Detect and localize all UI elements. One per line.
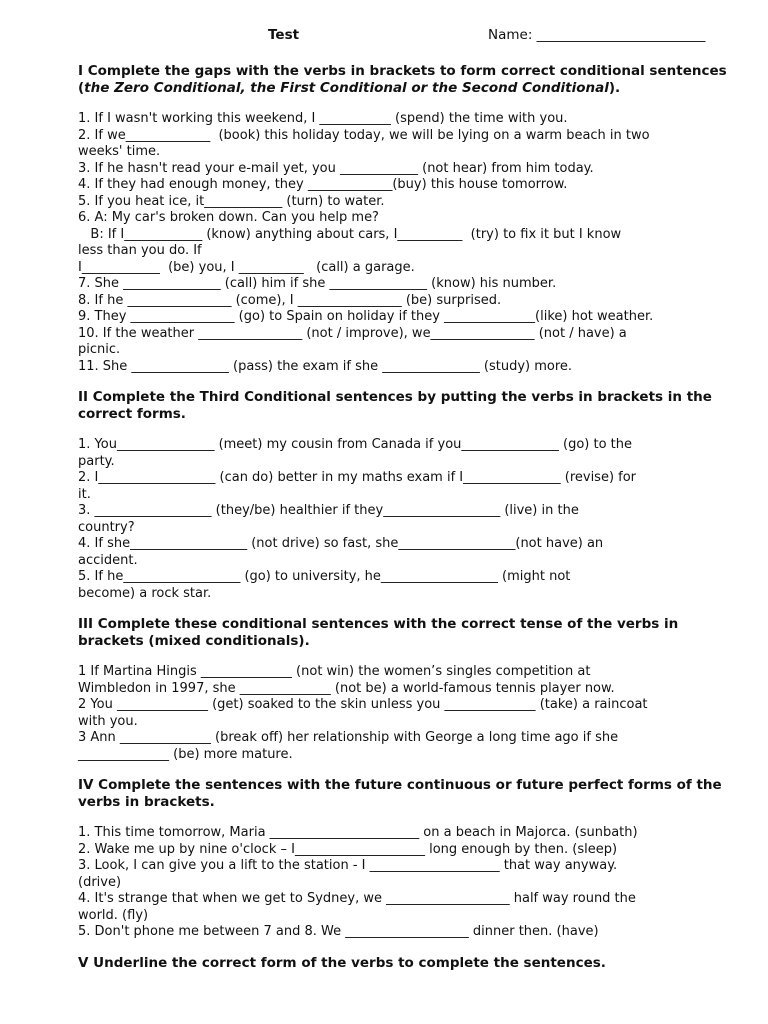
exercise-section [78, 63, 728, 375]
exercise-line: 5. Don't phone me between 7 and 8. We ___________________ dinner then. (have) [78, 924, 599, 939]
exercise-line: Wimbledon in 1997, she ______________ (not be) a world-famous tennis player now. [78, 680, 615, 696]
exercise-line: B: If I____________ (know) anything about cars, I__________ (try) to fix it but I know [78, 226, 622, 242]
exercise-line: 3. If he hasn't read your e-mail yet, you ____________ (not hear) from him today. [78, 160, 594, 176]
exercise-line: 3 Ann ______________ (break off) her relationship with George a long time ago if she [78, 730, 619, 745]
exercise-lines [78, 437, 728, 602]
section-title-end: ). [608, 79, 621, 96]
exercise-line: less than you do. If [78, 243, 202, 258]
exercise-line: (drive) [78, 874, 122, 890]
exercise-lines [78, 664, 728, 763]
exercise-line: 4. If they had enough money, they _____________(buy) this house tomorrow. [78, 177, 568, 192]
test-title: Test [268, 27, 300, 43]
exercise-section [78, 616, 728, 763]
exercise-line: country? [78, 519, 135, 535]
exercise-line: picnic. [78, 342, 121, 357]
exercise-section [78, 777, 728, 941]
exercise-line: accident. [78, 552, 138, 568]
exercise-line: it. [78, 486, 91, 502]
exercise-line: 3. Look, I can give you a lift to the station - I ____________________ that way anyway. [78, 858, 618, 873]
exercise-line: 4. If she__________________ (not drive) so fast, she__________________(not have) an [78, 536, 604, 551]
exercise-line: 2. If we_____________ (book) this holiday today, we will be lying on a warm beach in two [78, 127, 650, 143]
exercise-line: 8. If he ________________ (come), I ________________ (be) surprised. [78, 292, 502, 308]
exercise-line: 1. You_______________ (meet) my cousin from Canada if you_______________ (go) to the [78, 437, 633, 452]
section-title-text: II Complete the Third Conditional sentences by putting the verbs in brackets in the correct forms. [78, 389, 712, 422]
worksheet-header [78, 27, 728, 49]
section-title [78, 777, 728, 810]
section-title [78, 63, 728, 96]
exercise-line: 4. It's strange that when we get to Sydney, we ___________________ half way round the [78, 891, 636, 906]
exercise-line: 2. Wake me up by nine o'clock – I____________________ long enough by then. (sleep) [78, 841, 618, 857]
exercise-line: 5. If you heat ice, it____________ (turn) to water. [78, 193, 385, 209]
exercise-line: 5. If he__________________ (go) to university, he__________________ (might not [78, 569, 571, 584]
section-title-text: IV Complete the sentences with the future continuous or future perfect forms of the verbs in brackets. [78, 777, 722, 810]
exercise-line: with you. [78, 713, 138, 729]
exercise-line: 11. She _______________ (pass) the exam if she _______________ (study) more. [78, 358, 573, 374]
exercise-line: 2. I__________________ (can do) better in my maths exam if I_______________ (revise) for [78, 470, 637, 485]
exercise-line: I____________ (be) you, I __________ (call) a garage. [78, 259, 415, 275]
exercise-line: 1. This time tomorrow, Maria _______________________ on a beach in Majorca. (sunbath) [78, 825, 638, 840]
exercise-line: 7. She _______________ (call) him if she _______________ (know) his number. [78, 276, 557, 291]
exercise-line: 10. If the weather ________________ (not / improve), we________________ (not / have) a [78, 325, 627, 341]
exercise-line: become) a rock star. [78, 585, 212, 601]
section-title-text: III Complete these conditional sentences with the correct tense of the verbs in brackets (mixed conditionals). [78, 616, 679, 649]
exercise-line: party. [78, 453, 115, 469]
sections-container [78, 63, 728, 971]
name-field: Name: _________________________ [488, 27, 706, 43]
exercise-lines [78, 111, 728, 375]
exercise-section [78, 389, 728, 602]
exercise-line: 1 If Martina Hingis ______________ (not win) the women’s singles competition at [78, 664, 591, 679]
exercise-line: 6. A: My car's broken down. Can you help me? [78, 210, 379, 225]
exercise-line: 9. They ________________ (go) to Spain on holiday if they ______________(like) hot weather. [78, 309, 654, 324]
exercise-line: 1. If I wasn't working this weekend, I ___________ (spend) the time with you. [78, 111, 568, 126]
exercise-line: world. (fly) [78, 907, 149, 923]
section-title [78, 616, 728, 649]
section-title [78, 389, 728, 422]
exercise-line: ______________ (be) more mature. [78, 746, 293, 762]
exercise-section [78, 955, 728, 972]
section-title-italic: the Zero Conditional, the First Conditional or the Second Conditional [84, 79, 609, 96]
exercise-line: 3. __________________ (they/be) healthier if they__________________ (live) in the [78, 503, 579, 518]
exercise-line: weeks' time. [78, 144, 161, 159]
section-title [78, 955, 728, 972]
worksheet-page [78, 27, 728, 986]
section-title-text: I Complete the gaps with the verbs in brackets to form correct conditional sentences ( [78, 63, 727, 96]
exercise-lines [78, 825, 728, 941]
section-title-text: V Underline the correct form of the verbs to complete the sentences. [78, 954, 606, 971]
exercise-line: 2 You ______________ (get) soaked to the skin unless you ______________ (take) a raincoat [78, 697, 648, 712]
